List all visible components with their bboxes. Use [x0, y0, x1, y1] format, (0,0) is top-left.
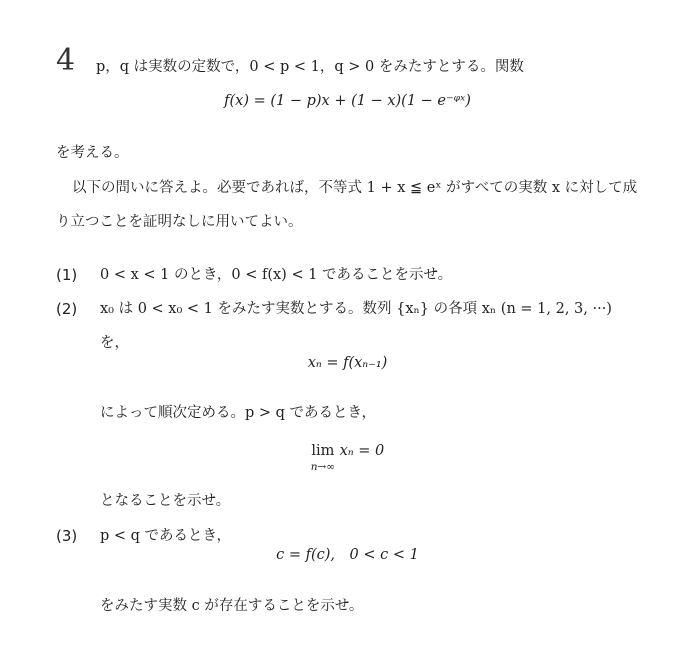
- hint-line-1: 以下の問いに答えよ。必要であれば，不等式 1 + x ≦ eˣ がすべての実数 x に対して成: [72, 180, 638, 196]
- condition-formula: c = f(c), 0 < c < 1: [276, 547, 419, 563]
- question-1-text: 0 < x < 1 のとき，0 < f(x) < 1 であることを示せ。: [100, 267, 453, 283]
- problem-number: 4: [56, 43, 76, 78]
- limit-expression: xₙ = 0: [339, 443, 385, 459]
- question-1-label: (1): [56, 266, 78, 284]
- hint-line-2: り立つことを証明なしに用いてよい。: [56, 214, 303, 230]
- limit-formula: [0, 441, 695, 473]
- question-2-text-line-2: を，: [100, 335, 129, 351]
- question-3-label: (3): [56, 527, 78, 545]
- question-2-text-line-4: となることを示せ。: [100, 493, 231, 509]
- problem-intro: p，q は実数の定数で，0 < p < 1，q > 0 をみたすとする。関数: [96, 59, 524, 75]
- function-definition: f(x) = (1 − p)x + (1 − x)(1 − e⁻ᵠˣ): [224, 93, 471, 109]
- question-3-text-line-2: をみたす実数 c が存在することを示せ。: [100, 598, 364, 614]
- question-2-label: (2): [56, 300, 78, 318]
- question-2-text-line-1: x₀ は 0 < x₀ < 1 をみたす実数とする。数列 {xₙ} の各項 xₙ (n = 1, 2, 3, ···): [100, 301, 612, 317]
- limit-word: lim: [311, 443, 335, 459]
- consider-text: を考える。: [56, 145, 129, 161]
- limit-subscript: n→∞: [310, 461, 336, 473]
- question-3-text-line-1: p < q であるとき，: [100, 528, 231, 544]
- question-2-text-line-3: によって順次定める。p > q であるとき，: [100, 405, 376, 421]
- recurrence-formula: xₙ = f(xₙ₋₁): [307, 355, 388, 371]
